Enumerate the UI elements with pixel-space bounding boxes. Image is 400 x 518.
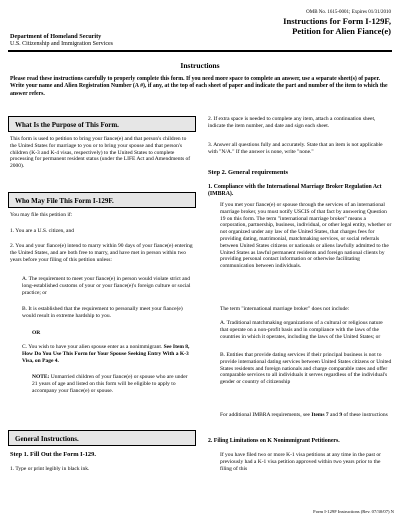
imbra-additional-item9: 9	[339, 412, 343, 418]
who-item-a: A. The requirement to meet your fiance(e) in person would violate strict and long-established customs of your or your fiance(e)'s foreign culture or social practice; or	[22, 276, 191, 296]
right-item-2: 2. If extra space is needed to complete any item, attach a continuation sheet, indicate the item number, and date and sign each sheet.	[208, 116, 376, 129]
section-title: Instructions	[180, 61, 220, 70]
step2-heading: Step 2. General requirements	[208, 169, 288, 176]
or-label: OR	[32, 330, 41, 336]
imbra-additional	[220, 412, 392, 419]
filing-text: If you have filed two or more K-1 visa petitions at any time in the past or previously had a K-1 visa petition approved within two years prior to the filing of this	[220, 452, 381, 472]
imbra-additional-mid: and	[330, 412, 338, 418]
who-item-c-text: C. You wish to have your alien spouse enter as a nonimmigrant.	[22, 344, 163, 350]
who-item-c	[22, 344, 194, 364]
note-text: Unmarried children of your fiance(e) or spouse who are under 21 years of age and listed on this form will be eligible to apply to accompany your fiance(e) or spouse.	[32, 374, 188, 394]
intro-paragraph: Please read these instructions carefully to properly complete this form. If you need more space to complete an answer, use a separate sheet(s) of paper. Write your name and Alien Registration Number (A #), if any, at the top of each sheet of paper and indicate the part and number of the item to which the answer refers.	[10, 76, 388, 97]
general-heading: General Instructions.	[8, 430, 196, 446]
form-title-line2: Petition for Alien Fiance(e)	[292, 26, 391, 36]
purpose-heading: What Is the Purpose of This Form.	[8, 116, 196, 132]
form-title-line1: Instructions for Form I-129F,	[283, 16, 391, 26]
imbra-additional-item7: Items 7	[311, 412, 329, 418]
omb-number: OMB No. 1615-0001; Expires 01/31/2010	[306, 10, 391, 15]
who-item-1: 1. You are a U.S. citizen, and	[10, 228, 75, 234]
step1-item-1: 1. Type or print legibly in black ink.	[10, 466, 90, 472]
imbra-heading: 1. Compliance with the International Marriage Broker Regulation Act (IMBRA).	[208, 184, 382, 197]
step1-heading: Step 1. Fill Out the Form I-129.	[10, 451, 96, 458]
imbra-item-a: A. Traditional matchmaking organizations of a cultural or religious nature that operate on a non-profit basis and in compliance with the laws of the countries in which it operates, including the laws of the United States; or	[220, 320, 383, 340]
who-item-c-reference: See Item 8, How Do You Use This Form for Your Spouse Seeking Entry With a K-3 Visa, on Page 4.	[22, 344, 190, 364]
imbra-item-b: B. Entities that provide dating services if their principal business is not to provide international dating services between United States citizens or United States residents and foreign nationals and charge comparable rates and offer comparable services to all individuals it serves regardless of the individual's gender or country of citizenship	[220, 352, 392, 386]
imbra-text: If you met your fiance(e) or spouse through the services of an international marriage broker, you must notify USCIS of that fact by answering Question 19 on this form. The term "international marriage broker" means a corporation, partnership, business, individual, or other legal entity, whether or not organized under any law of the United States, that charges fees for providing dating, matrimonial, matchmaking services, or social referrals between United States citizens or nationals or aliens lawfully admitted to the United States as lawful permanent residents and foreign national clients by providing personal contact information or otherwise facilitating communication between individuals.	[220, 202, 392, 270]
right-item-3: 3. Answer all questions fully and accurately. State that an item is not applicable with "N/A." If the answer is none, write "none."	[208, 142, 383, 155]
note-paragraph	[32, 374, 194, 394]
department-name: Department of Homeland Security	[10, 33, 102, 40]
note-label: NOTE:	[32, 374, 50, 380]
who-heading: Who May File This Form I-129F.	[8, 192, 196, 208]
header-rule	[8, 50, 392, 52]
page-footer: Form I-129F Instructions (Rev. 07/30/07) N	[313, 509, 394, 514]
purpose-text: This form is used to petition to bring your fiance(e) and that person's children to the United States for marriage to you or to bring your spouse and that person's children (K-3 and K-4 visas, respectively) to the United States to complete processing for permanent resident status (under the LIFE Act and Amendments of 2000).	[10, 136, 191, 170]
who-item-2: 2. You and your fiance(e) intend to marry within 90 days of your fiance(e) entering the United States, and are both free to marry, and have met in person within two years before your filing of this petition unless:	[10, 243, 193, 263]
who-item-b: B. It is established that the requirement to personally meet your fiance(e) would result in extreme hardship to you.	[22, 306, 183, 319]
imbra-not-include: The term "international marriage broker" does not include:	[220, 306, 350, 312]
form-title	[245, 16, 391, 36]
imbra-additional-pre: For additional IMBRA requirements, see	[220, 412, 310, 418]
who-intro: You may file this petition if:	[10, 212, 73, 218]
agency-name: U.S. Citizenship and Immigration Services	[10, 41, 113, 47]
filing-heading: 2. Filing Limitations on K Nonimmigrant Petitioners.	[208, 438, 340, 444]
imbra-additional-post: of these instructions	[343, 412, 388, 418]
